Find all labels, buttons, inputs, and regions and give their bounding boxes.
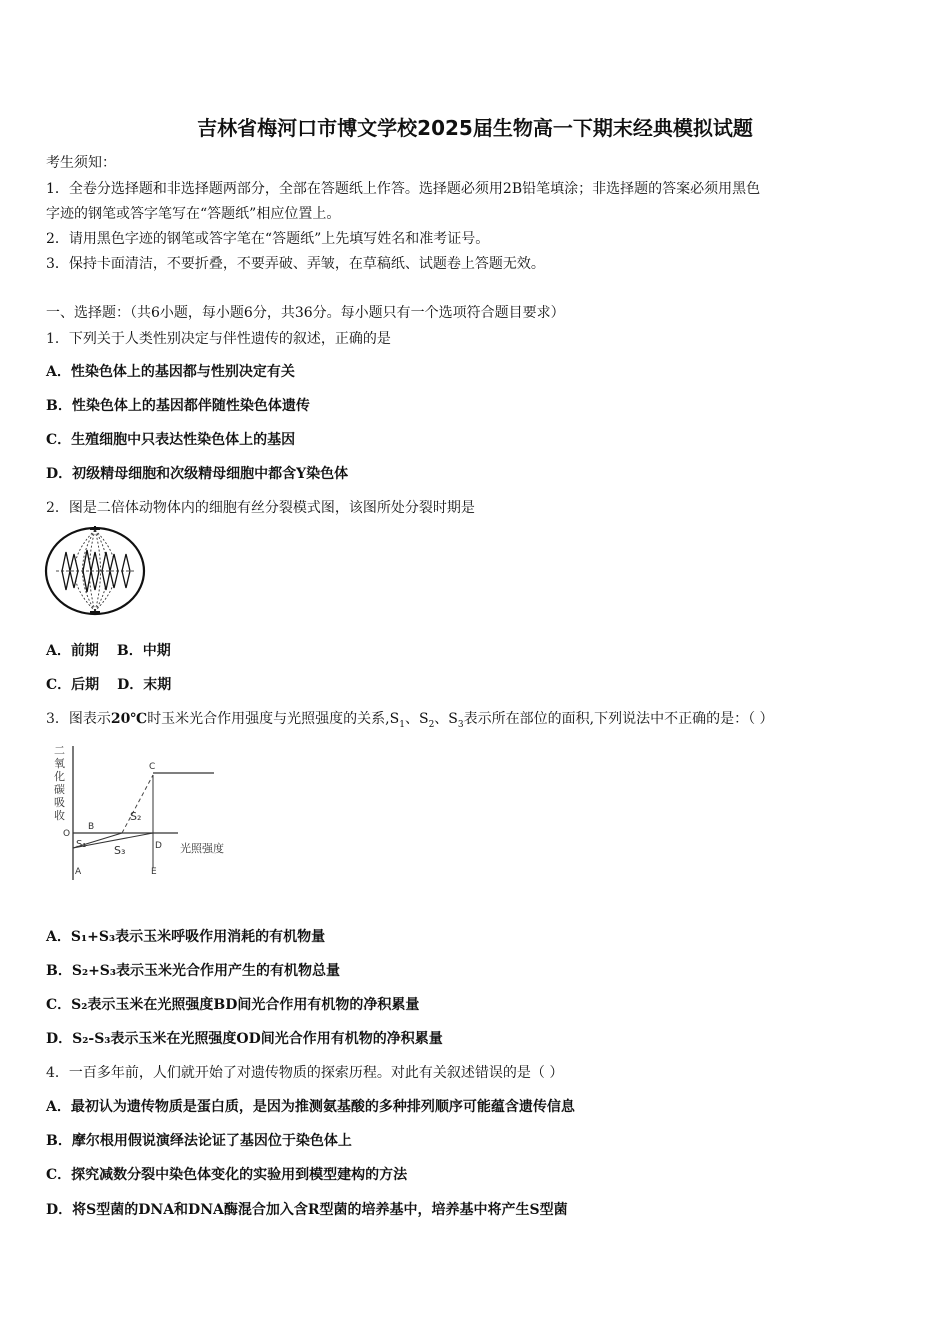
q4-option-d: D．将S型菌的DNA和DNA酶混合加入含R型菌的培养基中，培养基中将产生S型菌 <box>46 1202 568 1218</box>
q2-options-row-2 <box>46 674 171 694</box>
q1-option-b: B．性染色体上的基因都伴随性染色体遗传 <box>46 398 310 414</box>
q4-stem <box>46 1062 563 1082</box>
q4-option-c: C．探究减数分裂中染色体变化的实验用到模型建构的方法 <box>46 1167 408 1183</box>
graph-xlabel: 光照强度 <box>180 842 224 855</box>
graph-label-c: C <box>149 762 156 772</box>
q3-option-a: A．S₁+S₃表示玉米呼吸作用消耗的有机物量 <box>46 929 326 945</box>
graph-label-a: A <box>75 867 82 877</box>
q2-options-row-1 <box>46 640 171 660</box>
q3-stem-post: 表示所在部位的面积,下列说法中不正确的是：（ ） <box>463 711 774 727</box>
q2-option-a: A．前期 <box>46 643 99 659</box>
page-title: 吉林省梅河口市博文学校2025届生物高一下期末经典模拟试题 <box>197 116 753 140</box>
q2-option-c: C．后期 <box>46 677 100 693</box>
graph-label-o: O <box>63 829 71 839</box>
graph-label-d: D <box>155 841 162 851</box>
q3-sep-2: 、S <box>434 711 458 727</box>
q1-option-a: A．性染色体上的基因都与性别决定有关 <box>46 364 295 380</box>
section-heading: 一、选择题：（共6小题，每小题6分，共36分。每小题只有一个选项符合题目要求） <box>46 305 565 321</box>
q2-number: 2． <box>46 500 69 516</box>
graph-label-b: B <box>88 822 95 832</box>
q1-stem-text: 下列关于人类性别决定与伴性遗传的叙述，正确的是 <box>68 331 391 347</box>
graph-ylabel-2: 氧 <box>54 757 65 770</box>
graph-ylabel-5: 吸 <box>54 796 65 809</box>
graph-ylabel-3: 化 <box>54 770 65 783</box>
q3-stem-mid: 时玉米光合作用强度与光照强度的关系,S <box>147 711 400 727</box>
notice-item-2: 2．请用黑色字迹的钢笔或答字笔在“答题纸”上先填写姓名和准考证号。 <box>46 231 490 247</box>
q4-option-a: A．最初认为遗传物质是蛋白质，是因为推测氨基酸的多种排列顺序可能蕴含遗传信息 <box>46 1099 575 1115</box>
q2-option-b: B．中期 <box>116 643 171 659</box>
q2-stem-text: 图是二倍体动物体内的细胞有丝分裂模式图，该图所处分裂时期是 <box>68 500 475 516</box>
notice-item-1-cont: 字迹的钢笔或答字笔写在“答题纸”相应位置上。 <box>46 206 341 222</box>
notice-item-3: 3．保持卡面清洁，不要折叠，不要弄破、弄皱，在草稿纸、试题卷上答题无效。 <box>46 256 545 272</box>
q3-stem <box>46 708 774 730</box>
graph-label-s3: S₃ <box>114 844 126 857</box>
q1-stem <box>46 328 391 348</box>
graph-ylabel-1: 二 <box>54 744 65 757</box>
graph-label-s2: S₂ <box>130 810 142 823</box>
q3-sep-1: 、S <box>404 711 429 727</box>
q2-stem <box>46 497 475 517</box>
photosynthesis-graph <box>50 742 250 882</box>
q4-stem-text: 一百多年前，人们就开始了对遗传物质的探索历程。对此有关叙述错误的是（ ） <box>68 1065 564 1081</box>
q3-option-b: B．S₂+S₃表示玉米光合作用产生的有机物总量 <box>46 963 341 979</box>
q3-stem-pre: 图表示 <box>68 711 111 727</box>
q1-option-d: D．初级精母细胞和次级精母细胞中都含Y染色体 <box>46 466 349 482</box>
q3-temperature: 20℃ <box>110 711 148 727</box>
q3-number: 3． <box>46 711 69 727</box>
mitosis-cell-diagram <box>44 524 148 618</box>
q1-option-c: C．生殖细胞中只表达性染色体上的基因 <box>46 432 296 448</box>
q3-option-c: C．S₂表示玉米在光照强度BD间光合作用有机物的净积累量 <box>46 997 420 1013</box>
q3-option-d: D．S₂-S₃表示玉米在光照强度OD间光合作用有机物的净积累量 <box>46 1031 443 1047</box>
q4-option-b: B．摩尔根用假说演绎法论证了基因位于染色体上 <box>46 1133 352 1149</box>
q2-option-d: D．末期 <box>117 677 172 693</box>
notice-heading: 考生须知： <box>46 155 116 171</box>
q4-number: 4． <box>46 1065 69 1081</box>
q3-sub-1: 1 <box>399 719 405 730</box>
graph-label-s1: S₁ <box>76 839 87 850</box>
q3-sub-2: 2 <box>428 719 435 730</box>
q3-sub-3: 3 <box>457 719 464 730</box>
graph-ylabel-6: 收 <box>54 809 65 822</box>
graph-rising-curve <box>122 775 153 833</box>
notice-item-1: 1．全卷分选择题和非选择题两部分，全部在答题纸上作答。选择题必须用2B铅笔填涂；非选择题的答案必须用黑色 <box>46 181 761 197</box>
graph-ylabel-4: 碳 <box>54 783 65 796</box>
graph-label-e: E <box>151 867 157 877</box>
q1-number: 1． <box>46 331 69 347</box>
